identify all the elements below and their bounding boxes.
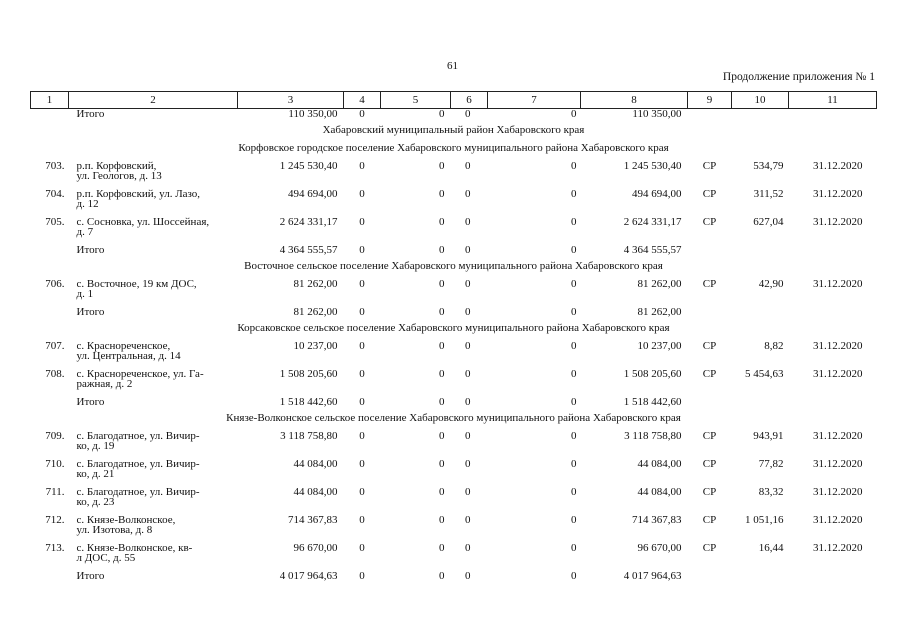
date-cell: 31.12.2020 (813, 368, 863, 380)
section-heading: Хабаровский муниципальный район Хабаровского края (322, 124, 585, 136)
address-line: с. Краснореченское, (76, 340, 171, 352)
table-cell: 0 (439, 542, 445, 554)
table-cell: 0 (465, 278, 471, 290)
row-index: 707. (45, 340, 65, 352)
table-row (31, 217, 877, 245)
code-cell: СР (702, 486, 717, 498)
address-cell (69, 279, 238, 307)
section-heading: Корфовское городское поселение Хабаровского муниципального района Хабаровского края (238, 142, 669, 154)
amount-cell: 81 262,00 (293, 278, 338, 290)
address-line: с. Сосновка, ул. Шоссейная, (76, 216, 210, 228)
empty-cell (789, 109, 877, 126)
code-cell: СР (702, 160, 717, 172)
empty-cell (688, 109, 732, 126)
area-cell: 1 051,16 (745, 514, 784, 526)
address-cell (69, 161, 238, 189)
total-amount: 81 262,00 (293, 306, 338, 318)
table-cell: 0 (359, 570, 365, 582)
row-index: 706. (45, 278, 65, 290)
table-cell: 0 (571, 306, 577, 318)
table-row (31, 279, 877, 307)
total-label: Итого (76, 396, 105, 408)
address-line: с. Князе-Волконское, кв- (76, 542, 193, 554)
total-row (31, 571, 877, 587)
amount-cell: 44 084,00 (637, 458, 682, 470)
table-cell: 0 (359, 306, 365, 318)
table-cell: 0 (439, 396, 445, 408)
total-row (31, 245, 877, 261)
total-amount: 4 017 964,63 (279, 570, 338, 582)
address-line: с. Благодатное, ул. Вичир- (76, 430, 200, 442)
page-number: 61 (447, 60, 458, 72)
amount-cell: 10 237,00 (637, 340, 682, 352)
table-cell: 0 (439, 278, 445, 290)
empty-cell (688, 245, 732, 261)
table-row (31, 459, 877, 487)
area-cell: 534,79 (753, 160, 784, 172)
code-cell: СР (702, 514, 717, 526)
column-header: 6 (451, 92, 488, 109)
table-cell: 0 (359, 396, 365, 408)
table-cell: 0 (439, 188, 445, 200)
table-cell: 0 (465, 542, 471, 554)
table-cell: 0 (571, 542, 577, 554)
amount-cell: 494 694,00 (632, 188, 682, 200)
row-index: 708. (45, 368, 65, 380)
table-cell: 0 (465, 458, 471, 470)
address-line: ко, д. 23 (76, 496, 115, 508)
address-line: с. Благодатное, ул. Вичир- (76, 486, 200, 498)
total-label: Итого (76, 244, 105, 256)
row-index: 712. (45, 514, 65, 526)
table-row (31, 161, 877, 189)
table-cell: 0 (439, 570, 445, 582)
section-heading: Корсаковское сельское поселение Хабаровского муниципального района Хабаровского края (237, 322, 670, 334)
section-heading-row (31, 323, 877, 341)
address-line: с. Князе-Волконское, (76, 514, 176, 526)
table-cell: 0 (439, 430, 445, 442)
table-cell: 0 (571, 244, 577, 256)
date-cell: 31.12.2020 (813, 514, 863, 526)
address-cell (69, 217, 238, 245)
total-amount: 1 518 442,60 (279, 396, 338, 408)
table-cell: 0 (465, 340, 471, 352)
total-amount: 1 518 442,60 (623, 396, 682, 408)
table-cell: 0 (439, 244, 445, 256)
amount-cell: 3 118 758,80 (624, 430, 682, 442)
total-row (31, 109, 877, 126)
area-cell: 16,44 (758, 542, 784, 554)
amount-cell: 44 084,00 (293, 486, 338, 498)
code-cell: СР (702, 188, 717, 200)
table-cell: 0 (571, 108, 577, 120)
table-cell: 0 (359, 368, 365, 380)
empty-cell (31, 307, 69, 323)
column-header: 9 (688, 92, 732, 109)
address-cell (69, 341, 238, 369)
total-row (31, 397, 877, 413)
area-cell: 311,52 (753, 188, 784, 200)
empty-cell (31, 245, 69, 261)
table-cell: 0 (571, 216, 577, 228)
table-cell: 0 (439, 368, 445, 380)
address-line: ул. Изотова, д. 8 (76, 524, 153, 536)
table-cell: 0 (439, 458, 445, 470)
table-cell: 0 (571, 278, 577, 290)
address-line: л ДОС, д. 55 (76, 552, 136, 564)
empty-cell (688, 397, 732, 413)
row-index: 710. (45, 458, 65, 470)
date-cell: 31.12.2020 (813, 160, 863, 172)
total-amount: 81 262,00 (637, 306, 682, 318)
address-line: ко, д. 19 (76, 440, 115, 452)
column-header: 7 (488, 92, 581, 109)
column-header: 5 (381, 92, 451, 109)
table-cell: 0 (571, 458, 577, 470)
address-line: с. Восточное, 19 км ДОС, (76, 278, 197, 290)
address-line: д. 7 (76, 226, 94, 238)
empty-cell (688, 307, 732, 323)
table-cell: 0 (465, 486, 471, 498)
address-cell (69, 189, 238, 217)
empty-cell (688, 571, 732, 587)
area-cell: 943,91 (753, 430, 784, 442)
column-header: 3 (238, 92, 344, 109)
total-amount: 4 364 555,57 (279, 244, 338, 256)
date-cell: 31.12.2020 (813, 542, 863, 554)
table-cell: 0 (359, 340, 365, 352)
amount-cell: 2 624 331,17 (623, 216, 682, 228)
amount-cell: 1 508 205,60 (279, 368, 338, 380)
row-index: 704. (45, 188, 65, 200)
total-amount: 110 350,00 (632, 108, 682, 120)
code-cell: СР (702, 278, 717, 290)
address-cell (69, 515, 238, 543)
date-cell: 31.12.2020 (813, 430, 863, 442)
table-cell: 0 (359, 188, 365, 200)
area-cell: 627,04 (753, 216, 784, 228)
empty-cell (789, 397, 877, 413)
code-cell: СР (702, 458, 717, 470)
table-cell: 0 (359, 108, 365, 120)
total-label: Итого (76, 570, 105, 582)
amount-cell: 96 670,00 (293, 542, 338, 554)
date-cell: 31.12.2020 (813, 458, 863, 470)
total-amount: 110 350,00 (288, 108, 338, 120)
table-cell: 0 (571, 368, 577, 380)
row-index: 705. (45, 216, 65, 228)
section-heading: Князе-Волконское сельское поселение Хабаровского муниципального района Хабаровского края (226, 412, 681, 424)
empty-cell (732, 307, 789, 323)
column-header: 2 (69, 92, 238, 109)
table-cell: 0 (465, 216, 471, 228)
empty-cell (31, 571, 69, 587)
total-label: Итого (76, 306, 105, 318)
address-line: д. 12 (76, 198, 99, 210)
empty-cell (31, 109, 69, 126)
empty-cell (732, 245, 789, 261)
code-cell: СР (702, 368, 717, 380)
amount-cell: 714 367,83 (632, 514, 682, 526)
table-cell: 0 (439, 486, 445, 498)
table-cell: 0 (571, 486, 577, 498)
table-cell: 0 (359, 216, 365, 228)
area-cell: 42,90 (758, 278, 784, 290)
section-heading-row (31, 413, 877, 431)
date-cell: 31.12.2020 (813, 486, 863, 498)
table-cell: 0 (465, 396, 471, 408)
address-cell (69, 543, 238, 571)
column-header: 11 (789, 92, 877, 109)
amount-cell: 44 084,00 (637, 486, 682, 498)
table-cell: 0 (465, 514, 471, 526)
table-cell: 0 (571, 340, 577, 352)
table-row (31, 189, 877, 217)
table-cell: 0 (571, 396, 577, 408)
table-cell: 0 (359, 458, 365, 470)
row-index: 711. (45, 486, 65, 498)
date-cell: 31.12.2020 (813, 340, 863, 352)
section-heading-row (31, 143, 877, 161)
table-cell: 0 (465, 244, 471, 256)
table-row (31, 431, 877, 459)
table-cell: 0 (439, 306, 445, 318)
table-cell: 0 (465, 430, 471, 442)
table-cell: 0 (439, 340, 445, 352)
area-cell: 77,82 (758, 458, 784, 470)
table-cell: 0 (465, 570, 471, 582)
section-heading-row (31, 125, 877, 143)
table-cell: 0 (359, 430, 365, 442)
table-row (31, 543, 877, 571)
table-cell: 0 (359, 486, 365, 498)
table-row (31, 515, 877, 543)
table-cell: 0 (439, 108, 445, 120)
code-cell: СР (702, 216, 717, 228)
table-cell: 0 (465, 108, 471, 120)
code-cell: СР (702, 340, 717, 352)
table-cell: 0 (439, 216, 445, 228)
date-cell: 31.12.2020 (813, 278, 863, 290)
table-cell: 0 (571, 160, 577, 172)
code-cell: СР (702, 430, 717, 442)
amount-cell: 3 118 758,80 (280, 430, 338, 442)
address-line: д. 1 (76, 288, 94, 300)
table-cell: 0 (439, 160, 445, 172)
address-line: р.п. Корфовский, ул. Лазо, (76, 188, 201, 200)
address-line: ражная, д. 2 (76, 378, 133, 390)
amount-cell: 494 694,00 (288, 188, 338, 200)
amount-cell: 1 245 530,40 (623, 160, 682, 172)
table-cell: 0 (571, 514, 577, 526)
section-heading: Восточное сельское поселение Хабаровского муниципального района Хабаровского края (244, 260, 663, 272)
row-index: 709. (45, 430, 65, 442)
table-cell: 0 (439, 514, 445, 526)
date-cell: 31.12.2020 (813, 188, 863, 200)
table-cell: 0 (465, 188, 471, 200)
amount-cell: 96 670,00 (637, 542, 682, 554)
amount-cell: 44 084,00 (293, 458, 338, 470)
amount-cell: 81 262,00 (637, 278, 682, 290)
total-row (31, 307, 877, 323)
amount-cell: 10 237,00 (293, 340, 338, 352)
table-cell: 0 (359, 542, 365, 554)
column-header: 4 (344, 92, 381, 109)
area-cell: 8,82 (764, 340, 784, 352)
address-cell (69, 459, 238, 487)
address-cell (69, 487, 238, 515)
continuation-heading: Продолжение приложения № 1 (722, 71, 875, 83)
address-cell (69, 369, 238, 397)
address-cell (69, 431, 238, 459)
column-header: 8 (581, 92, 688, 109)
code-cell: СР (702, 542, 717, 554)
table-row (31, 487, 877, 515)
column-header: 1 (31, 92, 69, 109)
table-row (31, 341, 877, 369)
table-cell: 0 (359, 244, 365, 256)
appendix-table (30, 91, 877, 587)
amount-cell: 1 245 530,40 (279, 160, 338, 172)
address-line: с. Благодатное, ул. Вичир- (76, 458, 200, 470)
address-line: с. Краснореченское, ул. Га- (76, 368, 204, 380)
empty-cell (732, 397, 789, 413)
total-amount: 4 017 964,63 (623, 570, 682, 582)
empty-cell (789, 571, 877, 587)
empty-cell (789, 245, 877, 261)
table-cell: 0 (571, 430, 577, 442)
address-line: ко, д. 21 (76, 468, 115, 480)
table-cell: 0 (465, 368, 471, 380)
empty-cell (789, 307, 877, 323)
table-cell: 0 (571, 570, 577, 582)
address-line: ул. Геологов, д. 13 (76, 170, 162, 182)
area-cell: 5 454,63 (745, 368, 784, 380)
table-cell: 0 (359, 514, 365, 526)
table-row (31, 369, 877, 397)
total-label: Итого (76, 108, 105, 120)
column-header: 10 (732, 92, 789, 109)
table-cell: 0 (359, 278, 365, 290)
area-cell: 83,32 (758, 486, 784, 498)
empty-cell (732, 109, 789, 126)
total-amount: 4 364 555,57 (623, 244, 682, 256)
empty-cell (31, 397, 69, 413)
amount-cell: 1 508 205,60 (623, 368, 682, 380)
row-index: 713. (45, 542, 65, 554)
empty-cell (732, 571, 789, 587)
amount-cell: 714 367,83 (288, 514, 338, 526)
date-cell: 31.12.2020 (813, 216, 863, 228)
table-cell: 0 (571, 188, 577, 200)
amount-cell: 2 624 331,17 (279, 216, 338, 228)
address-line: ул. Центральная, д. 14 (76, 350, 181, 362)
address-line: р.п. Корфовский, (76, 160, 157, 172)
column-number-header-row (31, 92, 877, 109)
table-cell: 0 (465, 306, 471, 318)
row-index: 703. (45, 160, 65, 172)
table-cell: 0 (359, 160, 365, 172)
table-cell: 0 (465, 160, 471, 172)
section-heading-row (31, 261, 877, 279)
